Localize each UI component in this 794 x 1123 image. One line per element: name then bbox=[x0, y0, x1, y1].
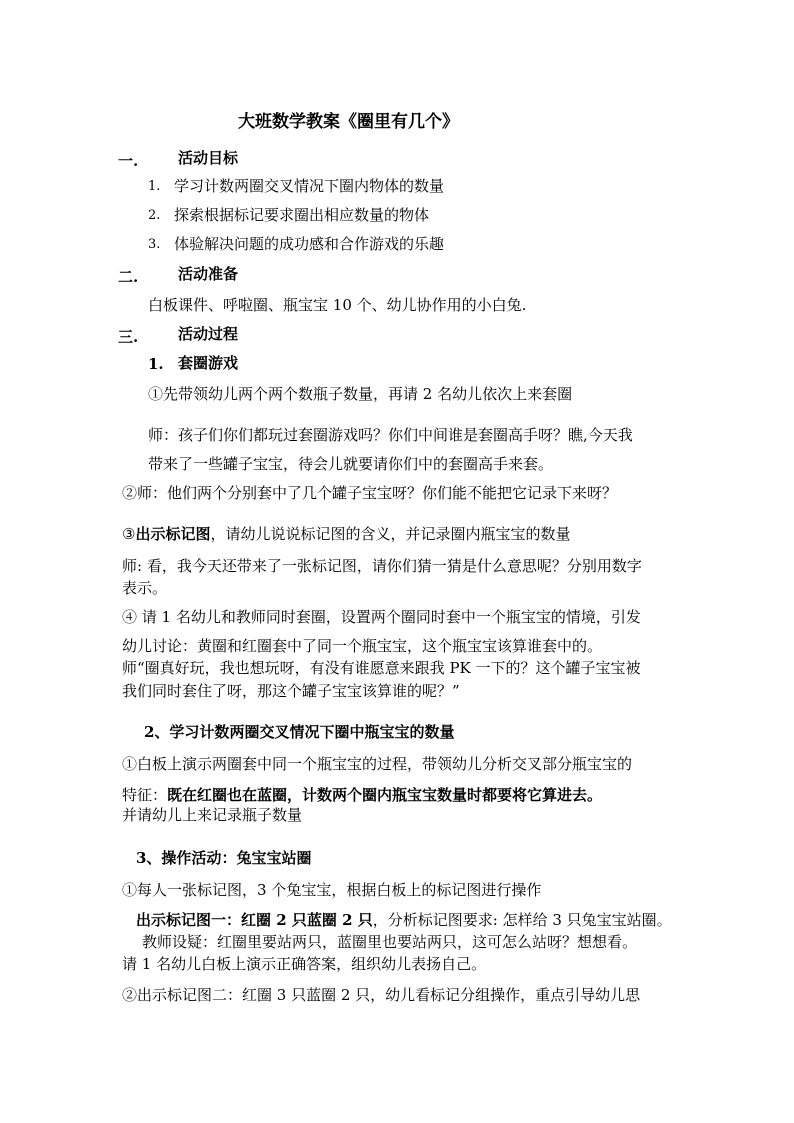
section-1-heading: 活动目标 bbox=[178, 149, 239, 167]
part-2-line-2-label: 特征： bbox=[122, 786, 168, 804]
part-2-line-3: 并请幼儿上来记录瓶子数量 bbox=[122, 806, 303, 824]
part-1-line-1: ①先带领幼儿两个两个数瓶子数量，再请 2 名幼儿依次上来套圈 bbox=[148, 385, 573, 403]
section-3-number: 三. bbox=[118, 328, 139, 346]
part-1-line-10: 师“圈真好玩，我也想玩呀，有没有谁愿意来跟我 PK 一下的？这个罐子宝宝被 bbox=[122, 659, 641, 677]
goal-2-number: 2. bbox=[148, 208, 161, 223]
goal-3-text: 体验解决问题的成功感和合作游戏的乐趣 bbox=[174, 235, 445, 253]
part-3-line-3: 教师设疑：红圈里要站两只，蓝圈里也要站两只，这可怎么站呀？想想看。 bbox=[142, 933, 638, 951]
part-1-line-9: 幼儿讨论：黄圈和红圈套中了同一个瓶宝宝，这个瓶宝宝该算谁套中的。 bbox=[122, 637, 603, 655]
part-2-line-1: ①白板上演示两圈套中同一个瓶宝宝的过程，带领幼儿分析交叉部分瓶宝宝的 bbox=[122, 755, 633, 773]
part-3-line-5: ②出示标记图二：红圈 3 只蓝圈 2 只，幼儿看标记分组操作，重点引导幼儿思 bbox=[122, 986, 641, 1004]
part-3-line-2 bbox=[136, 910, 672, 930]
section-1-number: 一. bbox=[118, 152, 139, 170]
part-1-line-11: 我们同时套住了呀，那这个罐子宝宝该算谁的呢？” bbox=[122, 682, 460, 700]
part-3-line-4: 请 1 名幼儿白板上演示正确答案，组织幼儿表扬自己。 bbox=[122, 955, 487, 973]
part-1-line-7: 表示。 bbox=[122, 579, 168, 597]
part-1-line-8: ④ 请 1 名幼儿和教师同时套圈，设置两个圈同时套中一个瓶宝宝的情境，引发 bbox=[122, 608, 641, 626]
part-2-key-point: 既在红圈也在蓝圈，计数两个圈内瓶宝宝数量时都要将它算进去。 bbox=[167, 786, 603, 804]
goal-1-number: 1. bbox=[148, 179, 161, 194]
part-2-line-2 bbox=[122, 785, 602, 805]
section-2-heading: 活动准备 bbox=[178, 265, 239, 283]
part-1-line-3: 带来了一些罐子宝宝，待会儿就要请你们中的套圈高手来套。 bbox=[148, 455, 554, 473]
part-1-line-5 bbox=[122, 524, 570, 544]
goal-1-text: 学习计数两圈交叉情况下圈内物体的数量 bbox=[174, 177, 445, 195]
section-3-heading: 活动过程 bbox=[178, 325, 239, 343]
page-title: 大班数学教案《圈里有几个》 bbox=[238, 112, 459, 132]
circled-3-marker: ③ bbox=[122, 525, 136, 543]
part-1-line-4: ②师：他们两个分别套中了几个罐子宝宝呀？你们能不能把它记录下来呀？ bbox=[122, 484, 618, 502]
marker-chart-1-label: 出示标记图一：红圈 2 只蓝圈 2 只 bbox=[136, 911, 373, 929]
part-2-heading: 2、学习计数两圈交叉情况下圈中瓶宝宝的数量 bbox=[144, 723, 455, 741]
part-1-heading: 套圈游戏 bbox=[178, 354, 239, 372]
preparation-text: 白板课件、呼啦圈、瓶宝宝 10 个、幼儿协作用的小白兔. bbox=[148, 296, 527, 314]
part-3-line-2-rest: ，分析标记图要求: 怎样给 3 只兔宝宝站圈。 bbox=[372, 911, 672, 929]
part-3-heading: 3、操作活动：兔宝宝站圈 bbox=[136, 849, 312, 867]
part-1-number: 1. bbox=[148, 355, 164, 373]
show-marker-chart-phrase: 出示标记图 bbox=[135, 525, 211, 543]
part-1-line-6: 师: 看，我今天还带来了一张标记图，请你们猜一猜是什么意思呢？分别用数字 bbox=[122, 557, 642, 575]
part-1-line-2: 师：孩子们你们都玩过套圈游戏吗？你们中间谁是套圈高手呀？瞧,今天我 bbox=[148, 426, 633, 444]
goal-2-text: 探索根据标记要求圈出相应数量的物体 bbox=[174, 206, 430, 224]
part-3-line-1: ①每人一张标记图，3 个兔宝宝，根据白板上的标记图进行操作 bbox=[122, 881, 542, 899]
section-2-number: 二. bbox=[118, 268, 139, 286]
part-1-line-5-rest: ，请幼儿说说标记图的含义，并记录圈内瓶宝宝的数量 bbox=[210, 525, 571, 543]
goal-3-number: 3. bbox=[148, 237, 161, 252]
